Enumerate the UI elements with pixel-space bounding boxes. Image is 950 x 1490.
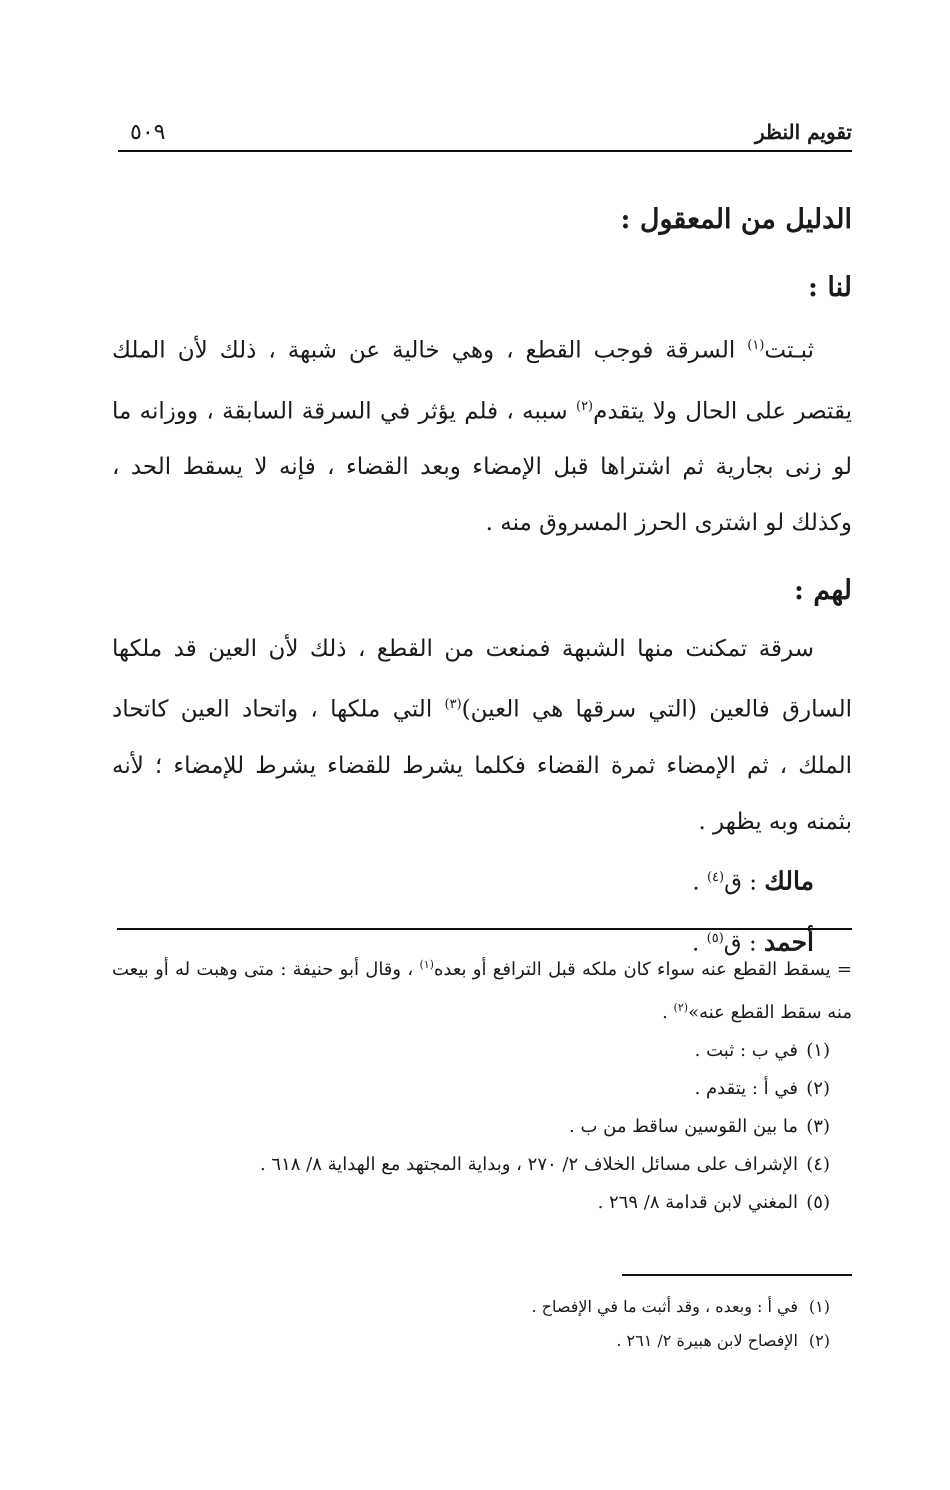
footnote-ref-3: (٣) [444,697,462,713]
sub-footnote-text: في أ : وبعده ، وقد أثبت ما في الإفصاح . [531,1297,798,1316]
footnote-item [112,1108,852,1146]
footnote-ref-1: (١) [747,338,765,353]
sub-footnote-item [300,1290,852,1324]
opinion-malik [112,850,852,911]
footnote-text: في أ : يتقدم . [694,1078,798,1099]
footnote-number: (٣) [806,1116,830,1137]
fn-cont-a: = يسقط القطع عنه سواء كان ملكه قبل الترافع أو بعده [433,959,852,980]
paragraph-lahum [112,621,852,850]
header-rule [118,150,852,152]
sub-footnote-rule [622,1274,852,1276]
footnote-text: الإشراف على مسائل الخلاف ٢/ ٢٧٠ ، وبداية المجتهد مع الهداية ٨/ ٦١٨ . [259,1154,798,1175]
footnote-number: (٢) [806,1078,830,1099]
paragraph-lana [112,318,852,551]
malik-name: مالك [764,866,814,896]
p1-part-a: ثبـتت [764,337,814,364]
heading-lahum: لهم : [793,575,852,607]
fn-cont-ref-2: (٢) [673,1001,689,1014]
footnotes [112,946,852,1222]
footnote-text: ما بين القوسين ساقط من ب . [569,1116,798,1137]
main-text [112,180,852,971]
footnote-continuation [112,946,852,1032]
running-header [118,118,852,158]
sub-footnote-text: الإفصاح لابن هبيرة ٢/ ٢٦١ . [616,1331,798,1350]
sub-footnote-number: (٢) [808,1331,830,1350]
footnote-item [112,1146,852,1184]
footnote-text: المغني لابن قدامة ٨/ ٢٦٩ . [597,1192,798,1213]
sub-footnote-item [300,1324,852,1358]
fn-cont-c: . [662,1002,674,1023]
p2-part-a: سرقة تمكنت منها الشبهة فمنعت من القطع ، ذلك لأن العين قد ملكها السارق فالعين (التي سرقها هي العين) [112,636,852,723]
footnote-item [112,1184,852,1222]
footnote-item [112,1032,852,1070]
heading-lana: لنا : [808,272,852,303]
ahmad-end: . [692,930,707,957]
sub-footnotes [300,1290,852,1358]
malik-end: . [692,869,707,896]
footnote-item [112,1070,852,1108]
footnote-rule [117,928,852,930]
heading-rational-evidence: الدليل من المعقول : [620,204,852,235]
fn-cont-ref-1: (١) [419,958,434,971]
footnote-text: في ب : ثبت . [694,1040,798,1061]
sub-footnote-number: (١) [808,1297,830,1316]
ahmad-text: : ق [723,930,765,957]
p2-part-b: التي ملكها ، واتحاد العين كاتحاد الملك ، ثم الإمضاء ثمرة القضاء فكلما يشرط للقضاء يشرط للإمضاء ؛ لأنه بثمنه وبه يظهر . [112,696,852,835]
footnote-number: (٥) [806,1192,830,1213]
footnote-ref-5: (٥) [706,930,724,946]
malik-text: : ق [724,869,765,896]
footnote-ref-4: (٤) [706,869,725,885]
running-title: تقويم النظر [755,120,852,144]
fn-cont-b: ، وقال أبو حنيفة : متى وهبت له أو بيعت منه سقط القطع عنه» [112,959,852,1023]
p1-part-c: سببه ، فلم يؤثر في السرقة السابقة ، ووزانه ما لو زنى بجارية ثم اشتراها قبل الإمضاء وبعد القضاء ، فإنه لا يسقط الحد ، وكذلك لو اشترى الحرز المسروق منه . [112,398,852,537]
footnote-number: (٤) [806,1154,830,1175]
p1-part-b: السرقة فوجب القطع ، وهي خالية عن شبهة ، ذلك لأن الملك يقتصر على الحال ولا يتقدم [112,337,853,425]
ahmad-name: أحمد [764,927,814,957]
page-number: ٥٠٩ [130,120,166,145]
footnote-ref-2: (٢) [575,398,594,414]
footnote-number: (١) [806,1040,830,1061]
